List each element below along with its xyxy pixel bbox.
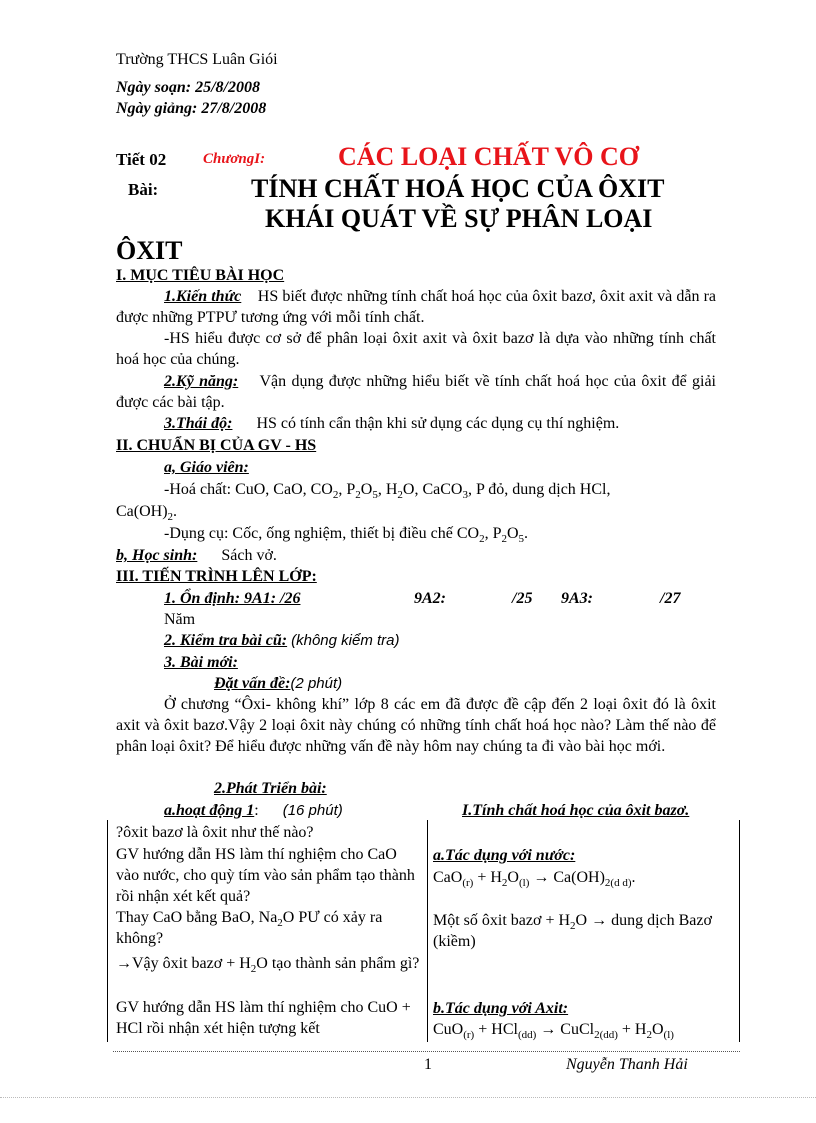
- eq-sub: 2: [501, 877, 508, 890]
- year-label: Năm: [164, 611, 196, 628]
- chem-text: Ca(OH): [116, 503, 168, 520]
- school-name: Trường THCS Luân Giói: [116, 51, 278, 68]
- cell-sub: 2: [250, 963, 257, 976]
- cell-text: Thay CaO bằng BaO, Na: [116, 909, 278, 926]
- activity-colon: :: [254, 802, 259, 819]
- student-text: Sách vở.: [221, 547, 277, 564]
- knowledge-text-1: HS biết được những tính chất hoá học của ôxit bazơ, ôxit axit và dẫn ra được những PTPƯ tương ứng với mỗi tính chất.: [116, 288, 717, 326]
- equation-2: [433, 1020, 674, 1040]
- chapter-label: ChươngI:: [203, 151, 266, 167]
- eq-sub: (r): [463, 1029, 475, 1042]
- tools-text: O: [506, 525, 519, 542]
- eq-sub: (r): [462, 877, 474, 890]
- chem-text: O: [360, 481, 373, 498]
- table-middle-border: [427, 820, 428, 1042]
- date-taught: Ngày giảng: 27/8/2008: [116, 100, 267, 117]
- stabilize-label: 1. Ổn định: 9A1: /26: [164, 590, 301, 607]
- class-9a3-count: /27: [660, 590, 681, 607]
- cell-sub: 2: [277, 917, 283, 930]
- chem-text: -Hoá chất: CuO, CaO, CO: [164, 481, 333, 498]
- equation-1: [433, 868, 635, 888]
- chem-sub: 2: [355, 489, 361, 502]
- attitude-paragraph: [164, 414, 619, 434]
- skills-text: Vận dụng được những hiểu biết về tính chất hoá học của ôxit để giải được các bài tập.: [116, 373, 717, 411]
- base-note: [433, 910, 733, 952]
- tools-sub: 2: [479, 533, 485, 546]
- section-3-heading: III. TIẾN TRÌNH LÊN LỚP:: [116, 568, 317, 585]
- chem-sub: 2: [167, 511, 174, 524]
- eq-sub: 2(dd): [594, 1029, 618, 1042]
- acid-reaction-label: b.Tác dụng với Axit:: [433, 1000, 569, 1017]
- skills-paragraph: [116, 371, 716, 413]
- knowledge-text-2: -HS hiểu được cơ sở để phân loại ôxit axit và ôxit bazơ là dựa vào những tính chất hoá học của chúng.: [116, 330, 716, 368]
- right-column-heading: I.Tính chất hoá học của ôxit bazơ.: [462, 802, 690, 819]
- chem-sub: 2: [332, 489, 339, 502]
- section-1-heading: I. MỤC TIÊU BÀI HỌC: [116, 267, 285, 284]
- teacher-label: a, Giáo viên:: [164, 459, 249, 476]
- eq-text: + H: [473, 869, 502, 886]
- page-bottom-divider: [0, 1097, 816, 1098]
- chem-text: , P đỏ, dung dịch HCl,: [467, 481, 611, 498]
- period-label: Tiết 02: [116, 150, 167, 169]
- lesson-title-2: KHÁI QUÁT VỀ SỰ PHÂN LOẠI: [265, 204, 653, 233]
- intro-label: Đặt vấn đề:: [214, 675, 291, 692]
- tools-text: .: [524, 525, 529, 542]
- eq-text: → Ca(OH): [529, 869, 605, 886]
- tools-sub: 2: [501, 533, 507, 546]
- eq-text: O: [651, 1021, 664, 1038]
- chem-text: , H: [377, 481, 398, 498]
- lesson-label: Bài:: [128, 180, 159, 199]
- section-2-heading: II. CHUẨN BỊ CỦA GV - HS: [116, 437, 317, 454]
- chemicals-line-2: [116, 502, 177, 522]
- check-label: 2. Kiểm tra bài cũ:: [164, 632, 288, 649]
- chemicals-line: [164, 480, 610, 500]
- chem-text: , P: [338, 481, 356, 498]
- chapter-title: CÁC LOẠI CHẤT VÔ CƠ: [338, 142, 639, 171]
- lesson-title-1: TÍNH CHẤT HOÁ HỌC CỦA ÔXIT: [251, 174, 665, 203]
- eq-text: O: [507, 869, 519, 886]
- eq-text: → CuCl: [536, 1021, 595, 1038]
- chem-sub: 2: [397, 489, 403, 502]
- left-row-2: GV hướng dẫn HS làm thí nghiệm cho CaO vào nước, cho quỳ tím vào sản phẩm tạo thành rồi nhận xét kết quả?: [116, 846, 415, 905]
- eq-text: + H: [617, 1021, 647, 1038]
- left-row-1: ?ôxit bazơ là ôxit như thế nào?: [116, 824, 314, 841]
- intro-paragraph: Ở chương “Ôxi- không khí” lớp 8 các em đã được đề cập đến 2 loại ôxit đó là ôxit axit và ôxit bazơ.Vậy 2 loại ôxit này chúng có những tính chất hoá học nào? Làm thế nào để phân loại ôxit? Để hiểu được những vấn đề này hôm nay chúng ta đi vào bài học mới.: [116, 696, 716, 755]
- eq-sub: 2: [646, 1029, 652, 1042]
- chem-sub: 3: [462, 489, 468, 502]
- chem-text: O, CaCO: [402, 481, 463, 498]
- attitude-label: 3.Thái độ:: [164, 415, 233, 432]
- footer-divider: [113, 1051, 740, 1052]
- tools-text: , P: [484, 525, 502, 542]
- eq-text: .: [631, 869, 636, 886]
- page-number: 1: [424, 1056, 432, 1073]
- knowledge-paragraph: [116, 286, 716, 328]
- date-prepared: Ngày soạn: 25/8/2008: [116, 79, 260, 96]
- check-note: (không kiểm tra): [291, 632, 400, 649]
- skills-label: 2.Kỹ năng:: [164, 373, 239, 390]
- cell-text: O PƯ có xảy ra không?: [116, 909, 383, 947]
- eq-text: + HCl: [474, 1021, 518, 1038]
- note-text: Một số ôxit bazơ + H: [433, 912, 571, 929]
- chem-sub: 5: [372, 489, 378, 502]
- student-label: b, Học sinh:: [116, 547, 198, 564]
- table-right-border: [739, 820, 740, 1042]
- intro-time: (2 phút): [290, 675, 343, 692]
- left-row-4: [116, 953, 420, 974]
- new-lesson-label: 3. Bài mới:: [164, 654, 238, 671]
- left-row-5: GV hướng dẫn HS làm thí nghiệm cho CuO + HCl rồi nhận xét hiện tượng kết: [116, 999, 411, 1037]
- activity-line: [164, 801, 343, 821]
- note-sub: 2: [570, 920, 576, 933]
- chem-text: .: [173, 503, 178, 520]
- class-9a3: 9A3:: [561, 590, 593, 607]
- activity-label: a.hoạt động 1: [164, 802, 255, 819]
- eq-sub: (l): [518, 877, 530, 890]
- eq-text: CuO: [433, 1021, 464, 1038]
- tools-text: -Dụng cụ: Cốc, ống nghiệm, thiết bị điều chế CO: [164, 525, 480, 542]
- eq-sub: (dd): [517, 1029, 537, 1042]
- table-left-border: [107, 820, 108, 1042]
- class-9a2: 9A2:: [414, 590, 446, 607]
- eq-text: CaO: [433, 869, 463, 886]
- cell-text: →Vậy ôxit bazơ + H: [116, 955, 251, 972]
- attitude-text: HS có tính cẩn thận khi sử dụng các dụng cụ thí nghiệm.: [256, 415, 620, 432]
- eq-sub: 2(d d): [604, 877, 632, 890]
- old-lesson-check: [164, 631, 399, 651]
- tools-sub: 5: [518, 533, 525, 546]
- water-reaction-label: a.Tác dụng với nước:: [433, 847, 576, 864]
- knowledge-label: 1.Kiến thức: [164, 288, 242, 305]
- author-name: Nguyễn Thanh Hải: [566, 1056, 688, 1073]
- student-line: [116, 546, 277, 566]
- cell-text: O tạo thành sản phẩm gì?: [256, 955, 420, 972]
- class-9a2-count: /25: [512, 590, 533, 607]
- eq-sub: (l): [663, 1029, 674, 1042]
- tools-line: [164, 524, 528, 544]
- activity-time: (16 phút): [282, 802, 343, 819]
- note-text: O → dung dịch Bazơ (kiềm): [433, 912, 712, 950]
- develop-label: 2.Phát Triển bài:: [214, 780, 327, 797]
- left-row-3: [116, 907, 420, 949]
- lesson-title-3: ÔXIT: [116, 236, 183, 265]
- intro-line: [214, 674, 342, 694]
